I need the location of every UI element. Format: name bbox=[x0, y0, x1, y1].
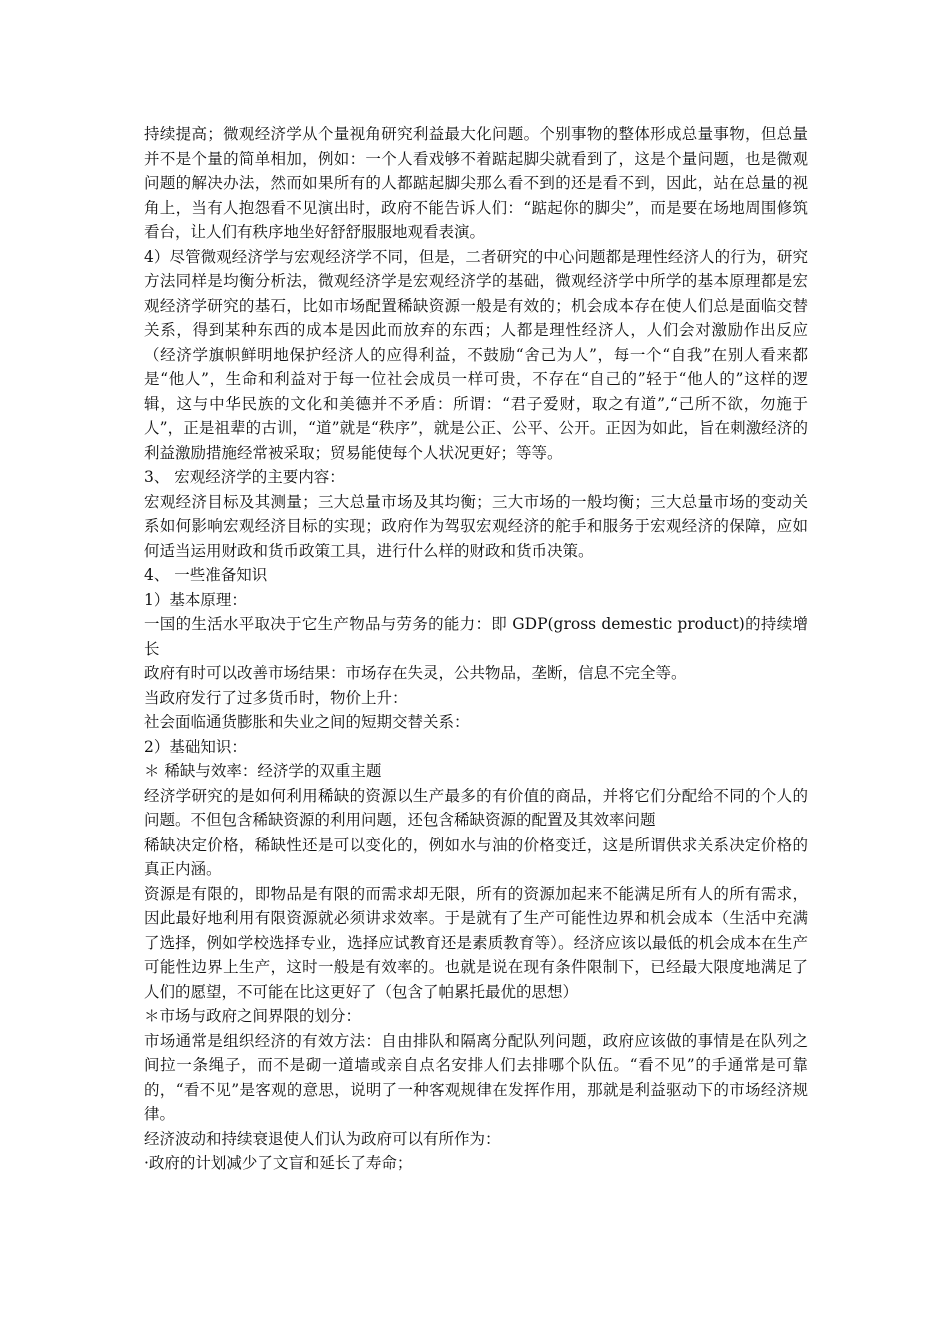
paragraph-main-content: 宏观经济目标及其测量；三大总量市场及其均衡；三大市场的一般均衡；三大总量市场的变动关系如何影响宏观经济目标的实现；政府作为驾驭宏观经济的舵手和服务于宏观经济的保障，应如何适当运用财政和货币政策工具，进行什么样的财政和货币决策。 bbox=[144, 492, 808, 560]
paragraph-inflation-unemployment: 社会面临通货膨胀和失业之间的短期交替关系： bbox=[144, 713, 470, 731]
paragraph-point-4-common-ground: 4）尽管微观经济学与宏观经济学不同，但是，二者研究的中心问题都是理性经济人的行为，研究方法同样是均衡分析法，微观经济学是宏观经济学的基础，微观经济学中所学的基本原理都是宏观经济学研究的基石，比如市场配置稀缺资源一般是有效的；机会成本存在使人们总是面临交替关系，得到某种东西的成本是因此而放弃的东西；人都是理性经济人，人们会对激励作出反应（经济学旗帜鲜明地保护经济人的应得利益，不鼓励“舍己为人”，每一个“自我”在别人看来都是“他人”，生命和利益对于每一位社会成员一样可贵，不存在“自己的”轻于“他人的”这样的逻辑，这与中华民族的文化和美德并不矛盾：所谓：“君子爱财，取之有道”,“己所不欲，勿施于人”，正是祖辈的古训，“道”就是“秩序”，就是公正、公平、公开。正因为如此，旨在刺激经济的利益激励措施经常被采取；贸易能使每个人状况更好；等等。 bbox=[144, 247, 808, 462]
paragraph-government-improves-markets: 政府有时可以改善市场结果：市场存在失灵，公共物品，垄断，信息不完全等。 bbox=[144, 664, 687, 682]
paragraph-scarcity-price: 稀缺决定价格，稀缺性还是可以变化的，例如水与油的价格变迁，这是所谓供求关系决定价格的真正内涵。 bbox=[144, 835, 808, 878]
paragraph-macro-vs-micro-intro: 持续提高；微观经济学从个量视角研究利益最大化问题。个别事物的整体形成总量事物，但总量并不是个量的简单相加，例如：一个人看戏够不着踮起脚尖就看到了，这是个量问题，也是微观问题的解决办法，然而如果所有的人都踮起脚尖那么看不到的还是看不到，因此，站在总量的视角上，当有人抱怨看不见演出时，政府不能告诉人们：“踮起你的脚尖”，而是要在场地周围修筑看台，让人们有秩序地坐好舒舒服服地观看表演。 bbox=[144, 125, 808, 241]
heading-section-3: 3、 宏观经济学的主要内容： bbox=[144, 468, 345, 486]
paragraph-market-organization: 市场通常是组织经济的有效方法：自由排队和隔离分配队列问题，政府应该做的事情是在队列之间拉一条绳子，而不是砌一道墙或亲自点名安排人们去排哪个队伍。“看不见”的手通常是可靠的，“看不见”是客观的意思，说明了一种客观规律在发挥作用，那就是利益驱动下的市场经济规律。 bbox=[144, 1031, 808, 1123]
subheading-basic-knowledge: 2）基础知识： bbox=[144, 737, 247, 756]
paragraph-limited-resources: 资源是有限的，即物品是有限的而需求却无限，所有的资源加起来不能满足所有人的所有需求，因此最好地利用有限资源就必须讲求效率。于是就有了生产可能性边界和机会成本（生活中充满了选择，例如学校选择专业，选择应试教育还是素质教育等）。经济应该以最低的机会成本在生产可能性边界上生产，这时一般是有效率的。也就是说在现有条件限制下，已经最大限度地满足了人们的愿望，不可能在比这更好了（包含了帕累托最优的思想） bbox=[144, 884, 808, 1001]
subheading-market-government: ＊市场与政府之间界限的划分： bbox=[144, 1007, 362, 1025]
paragraph-gdp-principle: 一国的生活水平取决于它生产物品与劳务的能力：即 GDP(gross demestic product)的持续增长 bbox=[144, 615, 808, 658]
document-page bbox=[144, 122, 808, 1176]
paragraph-government-plans: ·政府的计划减少了文盲和延长了寿命； bbox=[144, 1154, 413, 1172]
paragraph-money-prices: 当政府发行了过多货币时，物价上升： bbox=[144, 688, 408, 707]
paragraph-economics-definition: 经济学研究的是如何利用稀缺的资源以生产最多的有价值的商品，并将它们分配给不同的个人的问题。不但包含稀缺资源的利用问题，还包含稀缺资源的配置及其效率问题 bbox=[144, 786, 808, 829]
paragraph-economic-fluctuation: 经济波动和持续衰退使人们认为政府可以有所作为： bbox=[144, 1129, 501, 1148]
subheading-basic-principles: 1）基本原理： bbox=[144, 590, 247, 609]
subheading-scarcity-efficiency: ＊ 稀缺与效率：经济学的双重主题 bbox=[144, 762, 382, 780]
heading-section-4: 4、 一些准备知识 bbox=[144, 566, 268, 584]
